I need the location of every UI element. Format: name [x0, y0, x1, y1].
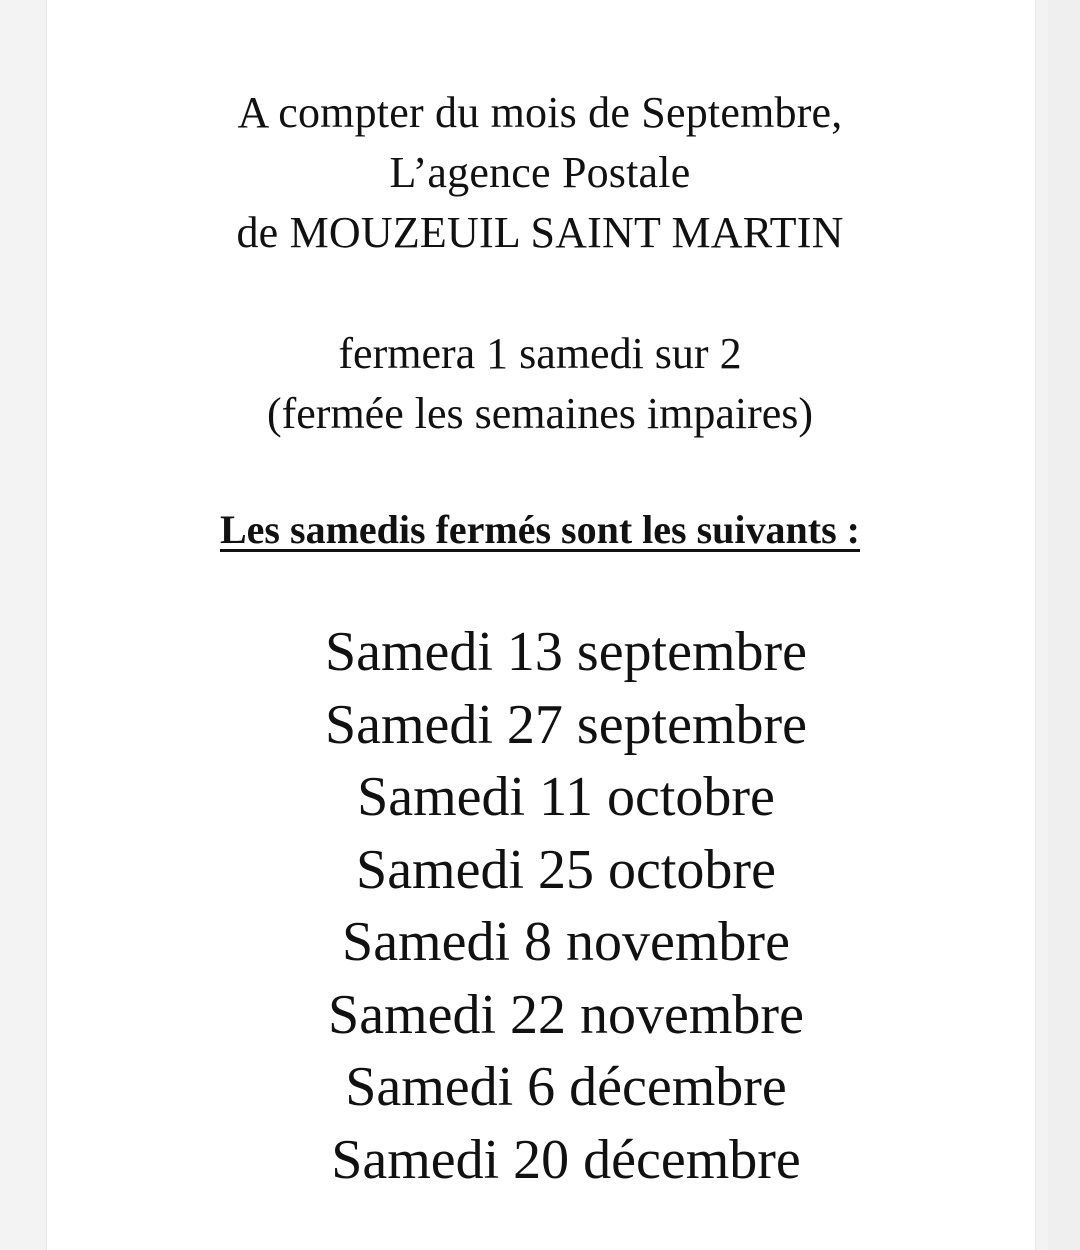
heading-text: Les samedis fermés sont les suivants : — [220, 507, 860, 552]
closed-date-item: Samedi 6 décembre — [345, 1056, 787, 1118]
closed-date-item: Samedi 8 novembre — [342, 911, 790, 973]
closed-date-item: Samedi 11 octobre — [357, 766, 775, 828]
intro-line-start-date: A compter du mois de Septembre, — [237, 88, 843, 137]
closure-weeks-note: (fermée les semaines impaires) — [266, 389, 814, 438]
closed-saturdays-list — [0, 616, 1080, 1196]
closed-date-item: Samedi 25 octobre — [356, 838, 776, 901]
closure-rule — [130, 324, 950, 444]
closed-date-item: Samedi 27 septembre — [324, 693, 808, 756]
intro-paragraph — [130, 83, 950, 263]
intro-line-agency: L’agence Postale — [389, 148, 691, 197]
closed-saturdays-heading — [0, 504, 1080, 556]
closed-date-item: Samedi 22 novembre — [328, 983, 804, 1046]
intro-line-town: de MOUZEUIL SAINT MARTIN — [236, 208, 844, 257]
closure-frequency: fermera 1 samedi sur 2 — [338, 329, 742, 378]
closed-date-item: Samedi 20 décembre — [331, 1128, 801, 1191]
closed-date-item: Samedi 13 septembre — [324, 621, 808, 683]
